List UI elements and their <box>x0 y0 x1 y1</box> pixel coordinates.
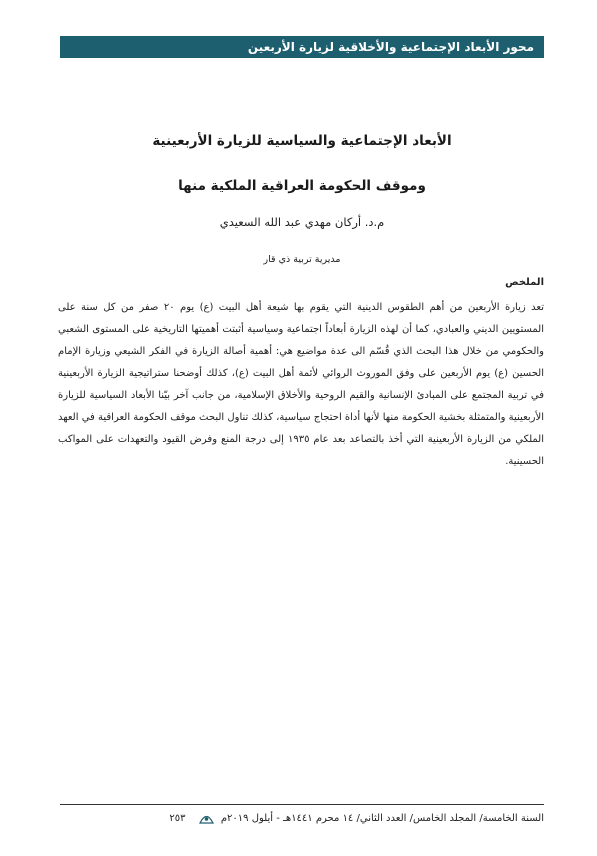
running-header-title: محور الأبعاد الإجتماعية والأخلاقية لزيارة الأربعين <box>247 40 534 54</box>
abstract-text: تعد زيارة الأربعين من أهم الطقوس الدينية التي يقوم بها شيعة أهل البيت (ع) يوم ٢٠ صفر من كل سنة على المستويين الديني والعبادي، كما أن لهذه الزيارة أبعاداً اجتماعية وسياسية أثبتت أهميتها التاريخية على المستوى الشعبي والحكومي من خلال هذا البحث الذي قُسّم الى عدة مواضيع هي: أهمية أصالة الزيارة في الفكر الشيعي وزيارة الإمام الحسين (ع) يوم الأربعين على وفق الموروث الروائي لأئمة أهل البيت (ع)، كذلك أوضحنا ستراتيجية الزيارة الأربعينية في تربية المجتمع على المبادئ الإنسانية والقيم الروحية والأخلاق الإسلامية، من جانب آخر بيّنا الأبعاد السياسية للزيارة الأربعينية والمتمثلة بخشية الحكومة منها لأنها أداة احتجاج سياسية، كذلك تناول البحث موقف الحكومة العراقية في العهد الملكي من الزيارة الأربعينية التي أخذ بالتصاعد بعد عام ١٩٣٥ إلى درجة المنع وفرض القيود والتعهدات على المواكب الحسينية. <box>58 302 545 467</box>
abstract-heading: الملخص <box>505 277 544 288</box>
journal-emblem-icon <box>199 812 214 824</box>
running-header <box>60 36 544 58</box>
author-affiliation: مديرية تربية ذي قار <box>263 254 341 265</box>
page-footer <box>40 812 544 824</box>
author-name: م.د. أركان مهدي عبد الله السعيدي <box>219 215 385 229</box>
issue-info: السنة الخامسة/ المجلد الخامس/ العدد الثاني/ ١٤ محرم ١٤٤١هـ - أيلول ٢٠١٩م <box>220 813 544 824</box>
footer-divider <box>60 804 544 805</box>
article-title-line-1: الأبعاد الإجتماعية والسياسية للزيارة الأربعينية <box>152 133 452 149</box>
page-number: ٢٥٣ <box>169 813 186 824</box>
article-title-line-2: وموقف الحكومة العراقية الملكية منها <box>178 178 426 194</box>
